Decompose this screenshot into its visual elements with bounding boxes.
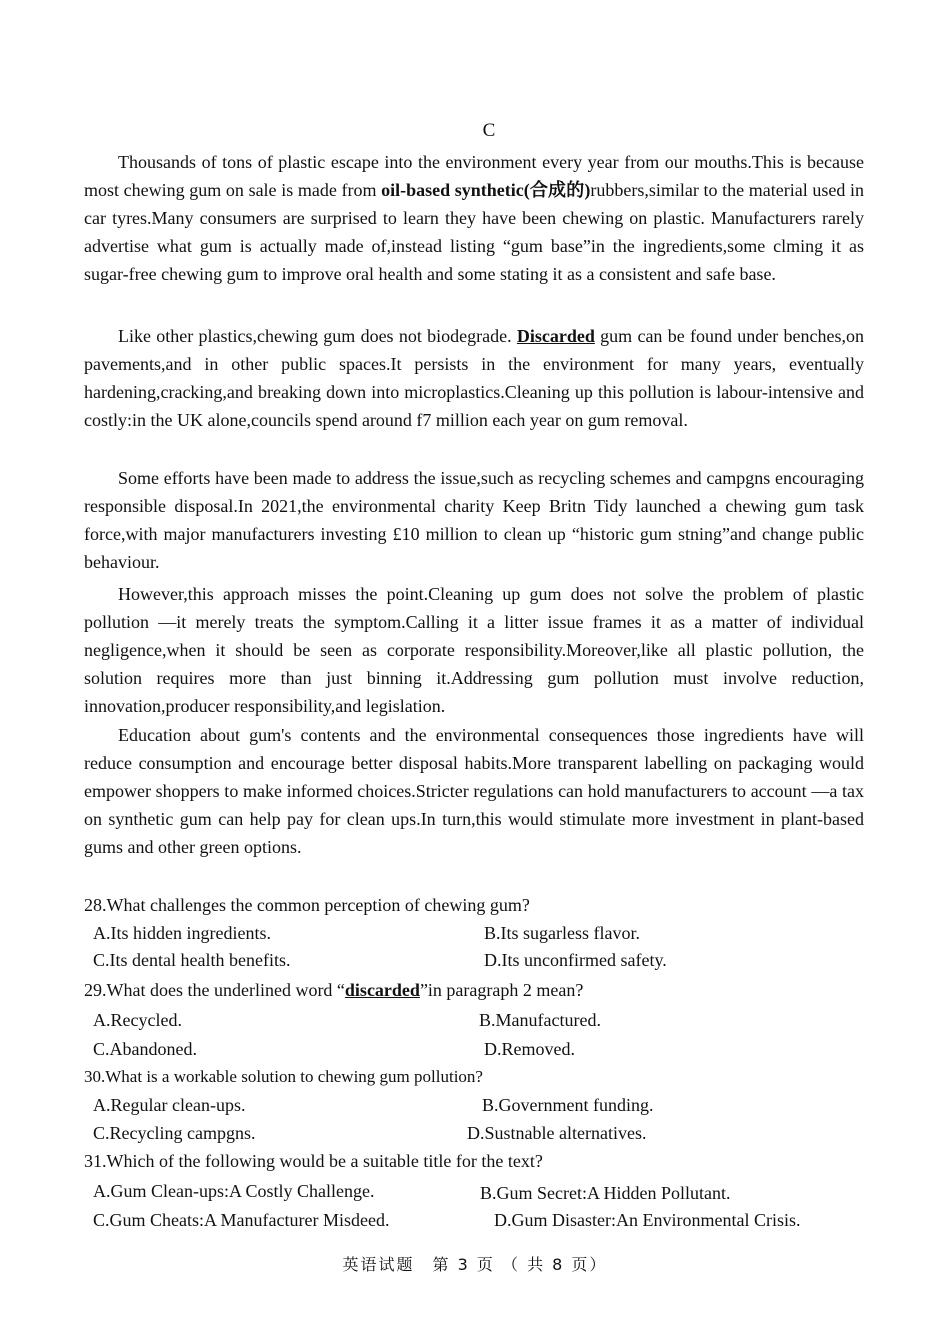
bold-term-gloss: (合成的) (523, 180, 591, 200)
paragraph-2-text: Like other plastics,chewing gum does not biodegrade. (118, 326, 517, 346)
question-30-option-d: D.Sustnable alternatives. (467, 1123, 647, 1143)
question-30-option-a: A.Regular clean-ups. (93, 1095, 246, 1115)
question-29-stem-text-cont: ”in paragraph 2 mean? (419, 980, 584, 1000)
question-29-option-d: D.Removed. (484, 1039, 575, 1059)
question-28-option-d: D.Its unconfirmed safety. (484, 950, 667, 970)
paragraph-5: Education about gum's contents and the environmental consequences those ingredients have will reduce consumption and encourage better disposal habits.More transparent labelling on packaging would empower shoppers to make informed choices.Stricter regulations can hold manufacturers to account —a tax on synthetic gum can help pay for clean ups.In turn,this would stimulate more investment in plant-based gums and other green options. (84, 725, 864, 857)
paragraph-2 (84, 322, 864, 434)
question-29-option-a: A.Recycled. (93, 1010, 182, 1030)
question-29-stem-text: 29.What does the underlined word “ (84, 980, 345, 1000)
question-28-stem: 28.What challenges the common perception of chewing gum? (84, 895, 530, 915)
section-heading: C (482, 120, 496, 141)
bold-term: oil-based synthetic (381, 180, 524, 200)
question-28-option-a: A.Its hidden ingredients. (93, 923, 271, 943)
paragraph-1 (84, 148, 864, 288)
paragraph-3: Some efforts have been made to address the issue,such as recycling schemes and campgns encouraging responsible disposal.In 2021,the environmental charity Keep Britn Tidy launched a chewing gum task force,with major manufacturers investing £10 million to clean up “historic gum stning”and change public behaviour. (84, 468, 864, 572)
question-30-option-c: C.Recycling campgns. (93, 1123, 256, 1143)
question-31-option-d: D.Gum Disaster:An Environmental Crisis. (494, 1210, 801, 1230)
paragraph-2-text-cont: gum can be found under benches,on pavements,and in other public spaces.It persists in the environment for many years, eventually hardening,cracking,and breaking down into microplastics.Cleaning up this pollution is labour-intensive and costly:in the UK alone,councils spend around f7 million each year on gum removal. (84, 326, 865, 430)
paragraph-1-text: Thousands of tons of plastic escape into the environment every year from our mouths.This is because most chewing gum on sale is made from (84, 152, 864, 200)
question-28-option-b: B.Its sugarless flavor. (484, 923, 640, 943)
question-31-option-c: C.Gum Cheats:A Manufacturer Misdeed. (93, 1210, 390, 1230)
page-footer: 英语试题 第 3 页 （ 共 8 页） (342, 1255, 608, 1274)
question-29-option-b: B.Manufactured. (479, 1010, 601, 1030)
question-28-option-c: C.Its dental health benefits. (93, 950, 291, 970)
question-29-stem (84, 976, 583, 1004)
question-29-option-c: C.Abandoned. (93, 1039, 197, 1059)
paragraph-4: However,this approach misses the point.Cleaning up gum does not solve the problem of plastic pollution —it merely treats the symptom.Calling it a litter issue frames it as a matter of individual negligence,when it should be seen as corporate responsibility.Moreover,like all plastic pollution, the solution requires more than just binning it.Addressing gum pollution must involve reduction, innovation,producer responsibility,and legislation. (84, 584, 864, 716)
question-29-underlined-word: discarded (344, 980, 420, 1000)
question-31-option-b: B.Gum Secret:A Hidden Pollutant. (480, 1183, 731, 1203)
question-31-stem: 31.Which of the following would be a suitable title for the text? (84, 1151, 543, 1171)
paragraph-1-text-cont: rubbers,similar to the material used in car tyres.Many consumers are surprised to learn they have been chewing on plastic. Manufacturers rarely advertise what gum is actually made of,instead listing “gum base”in the ingredients,some clming it as sugar-free chewing gum to improve oral health and some stating it as a consistent and safe base. (84, 180, 864, 284)
question-30-stem: 30.What is a workable solution to chewing gum pollution? (84, 1067, 483, 1086)
underlined-word: Discarded (516, 326, 595, 346)
question-30-option-b: B.Government funding. (482, 1095, 654, 1115)
question-31-option-a: A.Gum Clean-ups:A Costly Challenge. (93, 1181, 375, 1201)
